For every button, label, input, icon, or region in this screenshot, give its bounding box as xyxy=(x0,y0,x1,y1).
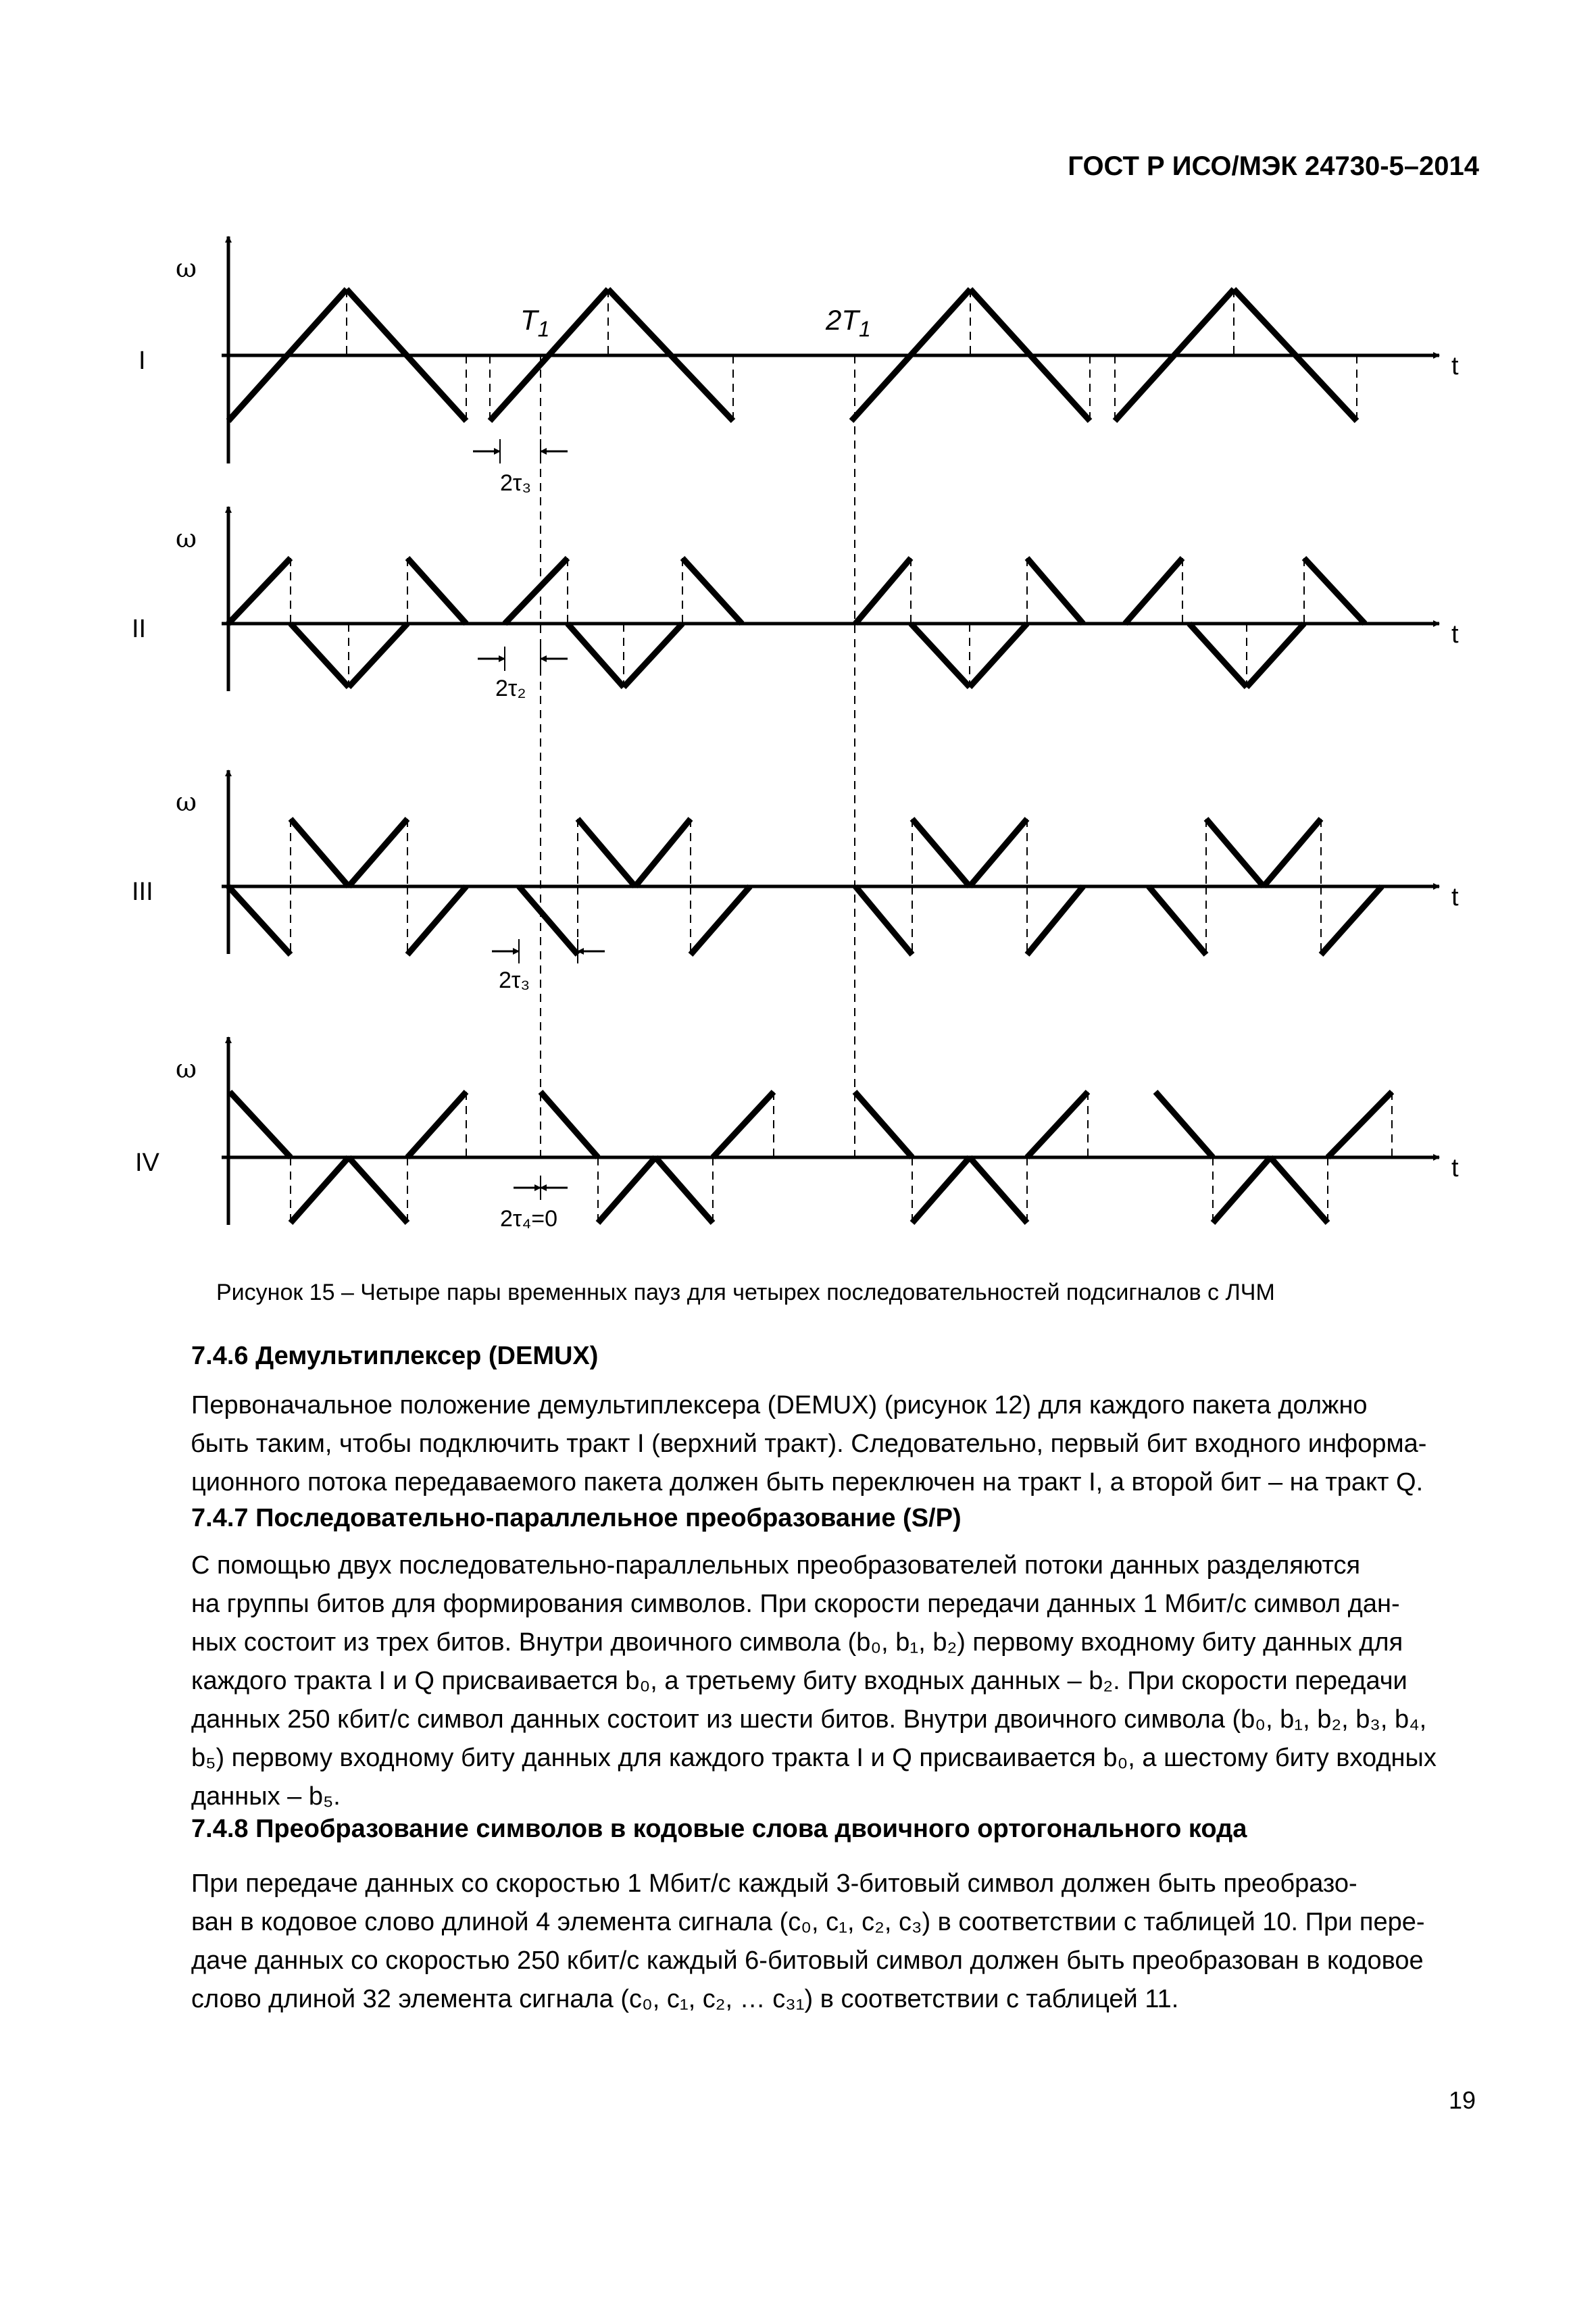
chirp-segment xyxy=(855,558,911,624)
chirp-segment xyxy=(970,624,1027,687)
chirp-segment xyxy=(230,1092,291,1157)
chirp-segment xyxy=(349,624,407,687)
chirp-segment xyxy=(970,819,1027,886)
text-line: слово длиной 32 элемента сигнала (c₀, c₁, c₂, … c₃₁) в соответствии с таблицей 11. xyxy=(191,1985,1179,2013)
chirp-segment xyxy=(1189,624,1247,687)
chirp-segment xyxy=(407,886,466,955)
chirp-segment xyxy=(291,624,349,687)
omega-label: ω xyxy=(176,1054,197,1084)
chirp-segment xyxy=(598,1157,655,1223)
pause-label: 2τ₄=0 xyxy=(500,1206,557,1232)
section-heading-codewords: 7.4.8 Преобразование символов в кодовые слова двоичного ортогонального кода xyxy=(191,1815,1247,1843)
chirp-segment xyxy=(691,886,750,955)
standard-header: ГОСТ Р ИСО/МЭК 24730-5–2014 xyxy=(1068,151,1479,181)
t-label: t xyxy=(1451,620,1459,649)
chirp-segment xyxy=(407,1092,466,1157)
chirp-segment xyxy=(1304,558,1365,624)
chirp-segment xyxy=(407,558,466,624)
text-line: ных состоит из трех битов. Внутри двоичного символа (b₀, b₁, b₂) первому входному биту данных для xyxy=(191,1628,1403,1657)
chirp-segment xyxy=(655,1157,713,1223)
chirp-segment xyxy=(1027,886,1083,955)
chirp-segment xyxy=(624,624,682,687)
chirp-segment xyxy=(912,819,970,886)
chirp-segment xyxy=(1149,886,1206,955)
chirp-segment xyxy=(291,819,349,886)
chirp-segment xyxy=(578,819,635,886)
chirp-segment xyxy=(1213,1157,1270,1223)
figure-caption: Рисунок 15 – Четыре пары временных пауз для четырех последовательностей подсигналов с ЛЧМ xyxy=(216,1280,1275,1305)
chirp-segment xyxy=(1270,1157,1328,1223)
dashed-guides-group xyxy=(291,289,1392,1223)
t-label: t xyxy=(1451,1154,1459,1182)
text-line: на группы битов для формирования символов. При скорости передачи данных 1 Мбит/с символ дан- xyxy=(191,1590,1400,1618)
chirp-segment xyxy=(1125,558,1182,624)
text-line: С помощью двух последовательно-параллельных преобразователей потоки данных разделяются xyxy=(191,1551,1361,1580)
text-line: Первоначальное положение демультиплексера (DEMUX) (рисунок 12) для каждого пакета должно xyxy=(191,1391,1368,1419)
pause-label: 2τ₃ xyxy=(500,470,532,496)
row-label: III xyxy=(132,878,153,906)
chirp-segment xyxy=(855,886,912,955)
chirp-segment xyxy=(1321,886,1382,955)
chirp-segment xyxy=(349,1157,407,1223)
chirp-segment xyxy=(970,1157,1027,1223)
text-line: При передаче данных со скоростью 1 Мбит/с каждый 3-битовый символ должен быть преобразо- xyxy=(191,1869,1357,1898)
paragraph-demux xyxy=(191,1386,1478,1502)
omega-label: ω xyxy=(176,787,197,817)
pause-label: 2τ₂ xyxy=(495,676,526,701)
chirp-segment xyxy=(1155,1092,1213,1157)
chirp-segment xyxy=(568,624,624,687)
labels-group xyxy=(132,253,1459,1232)
period-label-2t1: $2T_1$ xyxy=(826,304,871,341)
paragraph-sp xyxy=(191,1546,1478,1816)
row-label: II xyxy=(132,615,147,643)
chirp-segment xyxy=(1027,558,1083,624)
text-line: b₅) первому входному биту данных для каждого тракта I и Q присваивается b₀, а шестому биту входных xyxy=(191,1744,1437,1772)
chirp-segment xyxy=(1328,1092,1392,1157)
text-line: данных – b₅. xyxy=(191,1782,341,1811)
chirp-segment xyxy=(1206,819,1264,886)
omega-label: ω xyxy=(176,524,197,553)
omega-label: ω xyxy=(176,253,197,283)
chirp-segment xyxy=(291,1157,349,1223)
section-heading-demux: 7.4.6 Демультиплексер (DEMUX) xyxy=(191,1342,599,1370)
period-label-t1: $T_1$ xyxy=(520,304,550,341)
chirp-segment xyxy=(1264,819,1321,886)
row-label: IV xyxy=(135,1149,159,1177)
pause-label: 2τ₃ xyxy=(499,967,530,993)
chirp-segment xyxy=(541,1092,598,1157)
chirp-segment xyxy=(519,886,578,955)
text-line: данных 250 кбит/с символ данных состоит из шести битов. Внутри двоичного символа (b₀, b₁, b₂, b₃, b₄, xyxy=(191,1705,1427,1734)
chirp-segment xyxy=(1247,624,1304,687)
chirp-segment xyxy=(228,886,291,955)
paragraph-codewords xyxy=(191,1865,1478,2019)
page-number: 19 xyxy=(1448,2086,1476,2114)
chirp-segment xyxy=(911,624,970,687)
text-line: быть таким, чтобы подключить тракт I (верхний тракт). Следовательно, первый бит входного информа- xyxy=(191,1430,1427,1458)
zigzag-group xyxy=(228,289,1392,1223)
text-line: ционного потока передаваемого пакета должен быть переключен на тракт I, а второй бит – на тракт Q. xyxy=(191,1468,1424,1496)
t-label: t xyxy=(1451,883,1459,911)
row-label: I xyxy=(139,347,146,375)
section-heading-sp: 7.4.7 Последовательно-параллельное преобразование (S/P) xyxy=(191,1504,962,1532)
chirp-segment xyxy=(349,819,407,886)
chirp-segment xyxy=(682,558,742,624)
chirp-segment xyxy=(912,1157,970,1223)
axes-group xyxy=(222,236,1439,1225)
chirp-segment xyxy=(505,558,568,624)
t-label: t xyxy=(1451,352,1459,380)
chirp-segment xyxy=(855,1092,912,1157)
chirp-segment xyxy=(1027,1092,1088,1157)
chirp-segment xyxy=(635,819,691,886)
text-line: даче данных со скоростью 250 кбит/с каждый 6-битовый символ должен быть преобразован в кодовое xyxy=(191,1946,1424,1975)
chirp-segment xyxy=(713,1092,774,1157)
chirp-segment xyxy=(228,558,291,624)
text-line: каждого тракта I и Q присваивается b₀, а третьему биту входных данных – b₂. При скорости передачи xyxy=(191,1667,1407,1695)
text-line: ван в кодовое слово длиной 4 элемента сигнала (c₀, c₁, c₂, c₃) в соответствии с таблицей 10. При пере- xyxy=(191,1908,1425,1936)
